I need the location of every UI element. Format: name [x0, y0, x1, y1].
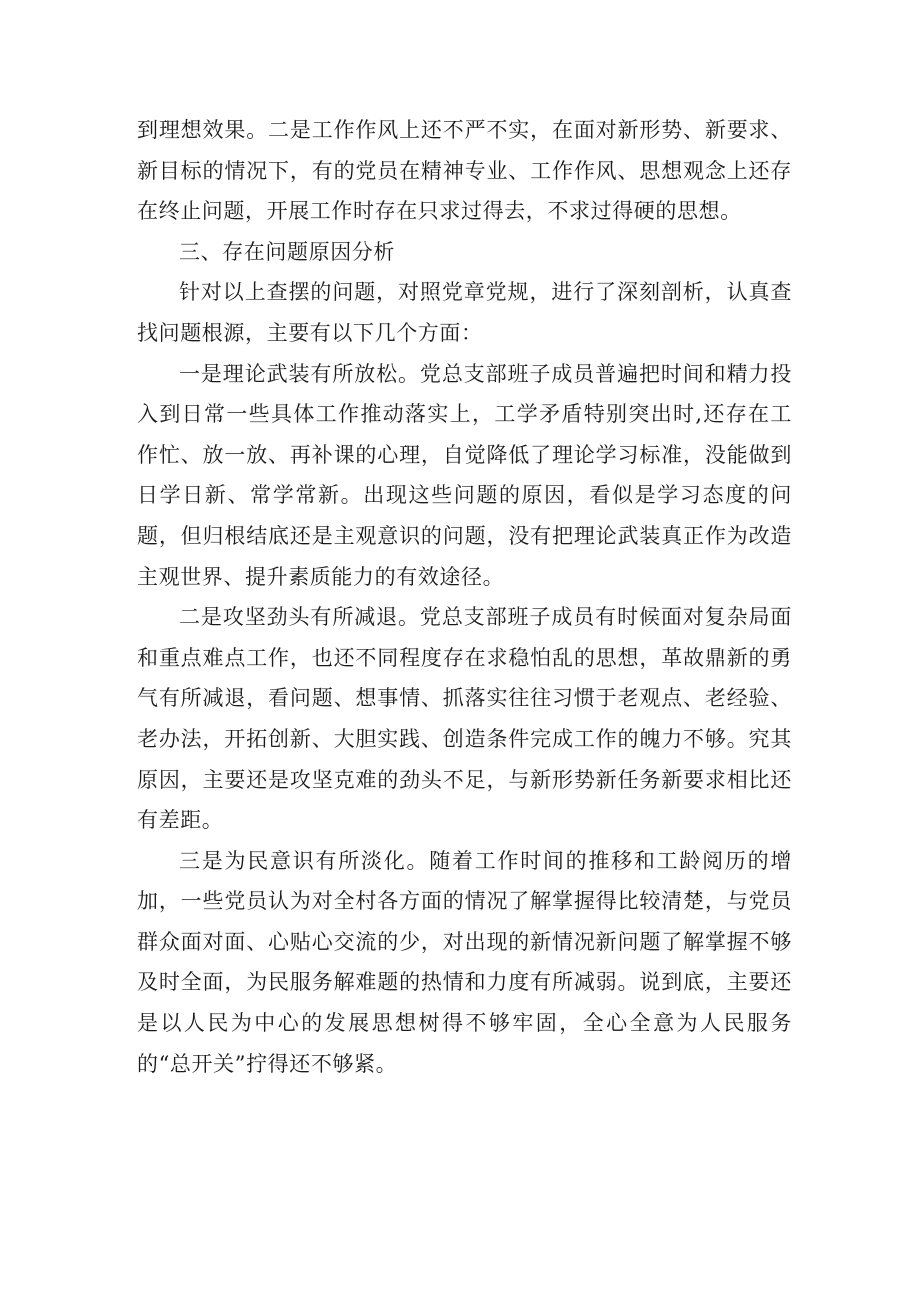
section-heading: 三、存在问题原因分析: [179, 239, 395, 264]
document-body: [137, 110, 792, 1084]
paragraph-intro: 针对以上查摆的问题，对照党章党规，进行了深刻剖析，认真查找问题根源，主要有以下几个方面：: [137, 280, 792, 345]
paragraph-service: 三是为民意识有所淡化。随着工作时间的推移和工龄阅历的增加，一些党员认为对全村各方面的情况了解掌握得比较清楚，与党员群众面对面、心贴心交流的少，对出现的新情况新问题了解掌握不够及时全面，为民服务解难题的热情和力度有所减弱。说到底，主要还是以人民为中心的发展思想树得不够牢固，全心全意为人民服务的“总开关”拧得还不够紧。: [137, 848, 792, 1076]
paragraph-theory: 一是理论武装有所放松。党总支部班子成员普遍把时间和精力投入到日常一些具体工作推动落实上，工学矛盾特别突出时,还存在工作忙、放一放、再补课的心理，自觉降低了理论学习标准，没能做到日学日新、常学常新。出现这些问题的原因，看似是学习态度的问题，但归根结底还是主观意识的问题，没有把理论武装真正作为改造主观世界、提升素质能力的有效途径。: [137, 361, 792, 589]
paragraph-continuation: 到理想效果。二是工作作风上还不严不实，在面对新形势、新要求、新目标的情况下，有的党员在精神专业、工作作风、思想观念上还存在终止问题，开展工作时存在只求过得去，不求过得硬的思想。: [137, 118, 792, 224]
paragraph-drive: 二是攻坚劲头有所减退。党总支部班子成员有时候面对复杂局面和重点难点工作，也还不同程度存在求稳怕乱的思想，革故鼎新的勇气有所减退，看问题、想事情、抓落实往往习惯于老观点、老经验、老办法，开拓创新、大胆实践、创造条件完成工作的魄力不够。究其原因，主要还是攻坚克难的劲头不足，与新形势新任务新要求相比还有差距。: [137, 605, 792, 833]
